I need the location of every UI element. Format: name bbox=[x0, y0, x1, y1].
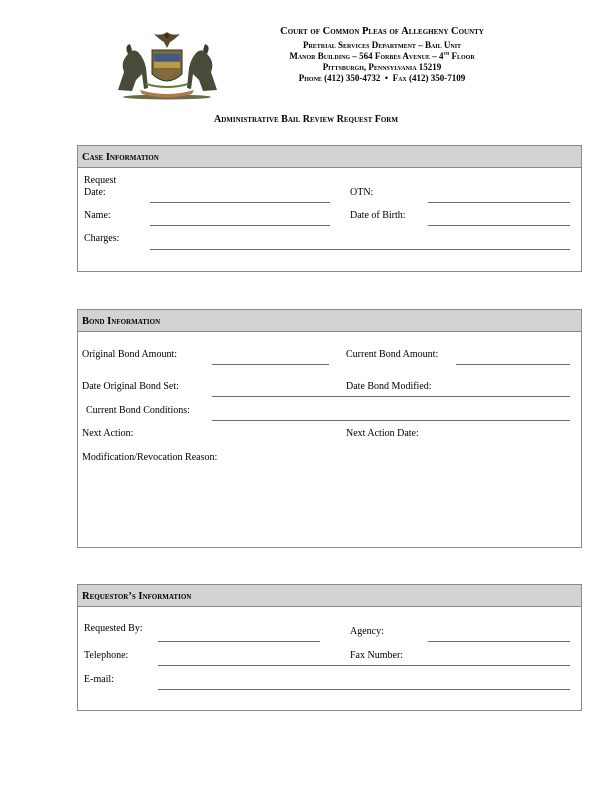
name-field[interactable] bbox=[150, 225, 330, 226]
charges-field[interactable] bbox=[150, 249, 570, 250]
form-title: Administrative Bail Review Request Form bbox=[214, 114, 398, 125]
contact-numbers bbox=[200, 73, 564, 83]
modification-revocation-reason-label: Modification/Revocation Reason: bbox=[82, 452, 218, 463]
email-field[interactable] bbox=[158, 689, 570, 690]
case-information-section bbox=[77, 145, 582, 272]
requested-by-field[interactable] bbox=[158, 641, 320, 642]
phone-number: Phone (412) 350-4732 bbox=[298, 73, 381, 83]
telephone-label: Telephone: bbox=[84, 650, 129, 661]
request-date-field[interactable] bbox=[150, 202, 330, 203]
current-bond-amount-field[interactable] bbox=[456, 364, 570, 365]
building-address bbox=[200, 51, 564, 61]
bond-information-section bbox=[77, 309, 582, 548]
agency-label: Agency: bbox=[350, 626, 384, 637]
current-bond-conditions-field[interactable] bbox=[212, 420, 570, 421]
requested-by-label: Requested By: bbox=[84, 623, 143, 634]
current-bond-conditions-label: Current Bond Conditions: bbox=[86, 405, 190, 416]
request-date-label-line1: Request bbox=[84, 175, 117, 186]
date-bond-modified-label: Date Bond Modified: bbox=[346, 381, 432, 392]
telephone-field[interactable] bbox=[158, 665, 570, 666]
floor-superscript: th bbox=[443, 51, 450, 57]
date-original-bond-set-label: Date Original Bond Set: bbox=[82, 381, 179, 392]
original-bond-amount-label: Original Bond Amount: bbox=[82, 349, 177, 360]
current-bond-amount-label: Current Bond Amount: bbox=[346, 349, 439, 360]
original-bond-amount-field[interactable] bbox=[212, 364, 329, 365]
fax-number: Fax (412) 350-7109 bbox=[392, 73, 466, 83]
court-name: Court of Common Pleas of Allegheny County bbox=[280, 26, 484, 37]
otn-field[interactable] bbox=[428, 202, 570, 203]
case-information-heading: Case Information bbox=[78, 146, 581, 168]
otn-label: OTN: bbox=[350, 187, 374, 198]
fax-number-label: Fax Number: bbox=[350, 650, 404, 661]
request-date-label: Date: bbox=[84, 187, 106, 198]
agency-field[interactable] bbox=[428, 641, 570, 642]
date-original-bond-set-field[interactable] bbox=[212, 396, 570, 397]
email-label: E-mail: bbox=[84, 674, 114, 685]
requestor-information-heading: Requestor’s Information bbox=[78, 585, 581, 607]
requestor-information-section bbox=[77, 584, 582, 711]
name-label: Name: bbox=[84, 210, 111, 221]
bond-information-heading: Bond Information bbox=[78, 310, 581, 332]
department-name: Pretrial Services Department – Bail Unit bbox=[302, 40, 462, 50]
next-action-label: Next Action: bbox=[82, 428, 134, 439]
date-of-birth-field[interactable] bbox=[428, 225, 570, 226]
bullet-separator: • bbox=[384, 73, 389, 83]
building-address-main: Manor Building – 564 Forbes Avenue – 4 bbox=[289, 51, 444, 61]
building-floor: Floor bbox=[449, 51, 475, 61]
city-state-zip: Pittsburgh, Pennsylvania 15219 bbox=[322, 62, 442, 72]
date-of-birth-label: Date of Birth: bbox=[350, 210, 406, 221]
charges-label: Charges: bbox=[84, 233, 120, 244]
next-action-date-label: Next Action Date: bbox=[346, 428, 419, 439]
